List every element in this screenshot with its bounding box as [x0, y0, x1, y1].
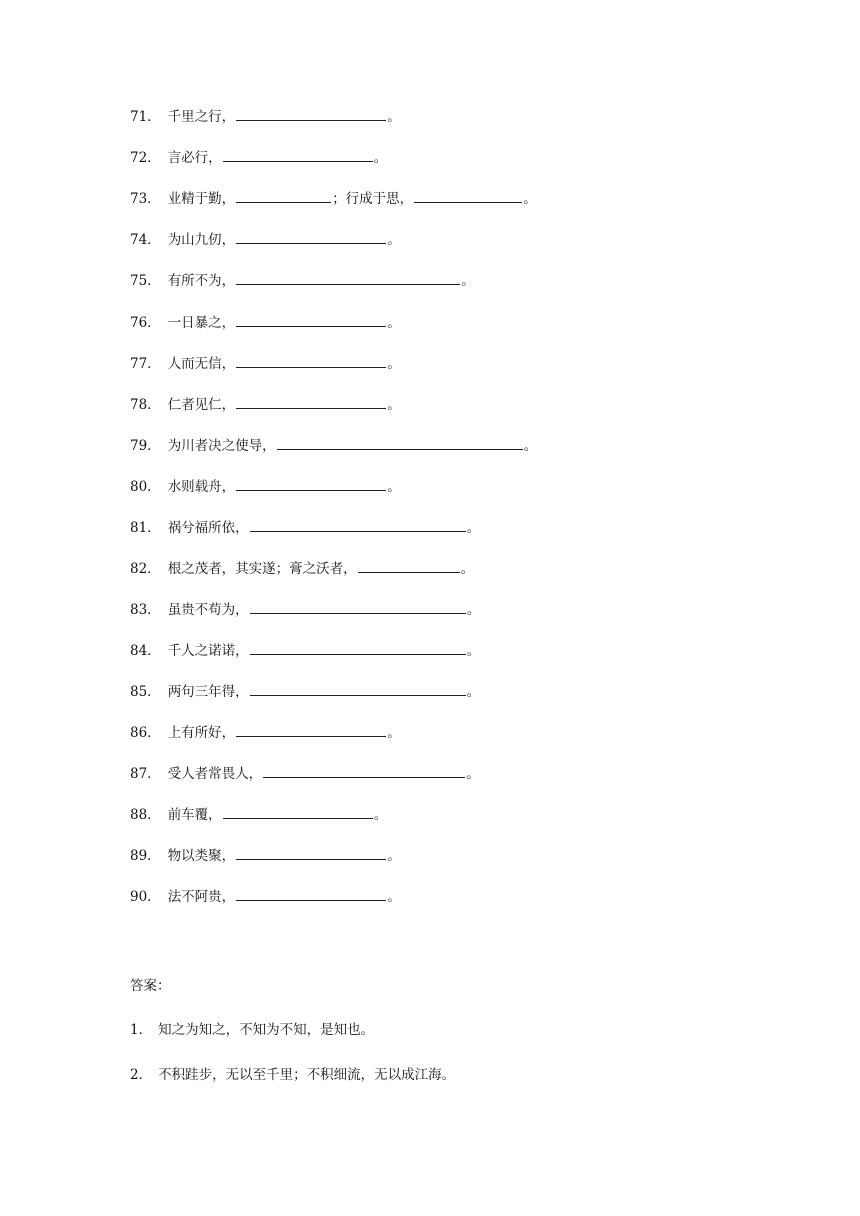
question-end: 。	[466, 643, 481, 659]
question-number: 80．	[130, 479, 161, 495]
question-75	[130, 270, 475, 292]
question-number: 79．	[130, 438, 161, 454]
question-85	[130, 681, 480, 703]
answer-blank[interactable]	[236, 232, 386, 244]
question-end: 。	[461, 273, 475, 289]
question-text: 根之茂者，其实遂；膏之沃者，	[167, 561, 357, 577]
question-number: 84．	[130, 643, 161, 659]
question-end: 。	[387, 889, 401, 905]
question-77	[130, 353, 401, 375]
question-80	[130, 476, 401, 498]
answer-2	[130, 1064, 455, 1086]
question-number: 71．	[130, 109, 161, 125]
question-text: 前车覆，	[167, 807, 222, 823]
question-end: 。	[373, 807, 388, 823]
answer-blank[interactable]	[236, 397, 386, 409]
question-end: 。	[466, 520, 481, 536]
question-end: 。	[466, 684, 481, 700]
question-end: 。	[387, 725, 401, 741]
answer-blank[interactable]	[223, 807, 373, 819]
question-end: 。	[387, 109, 401, 125]
question-number: 90．	[130, 889, 161, 905]
answer-blank-2[interactable]	[414, 191, 522, 203]
question-end: 。	[387, 232, 401, 248]
question-end: 。	[523, 438, 538, 454]
question-number: 89．	[130, 848, 161, 864]
question-81	[130, 517, 480, 539]
question-text: 业精于勤，	[167, 191, 236, 207]
question-number: 88．	[130, 807, 161, 823]
question-78	[130, 394, 401, 416]
question-number: 72．	[130, 150, 161, 166]
question-end: 。	[387, 397, 401, 413]
answer-blank[interactable]	[236, 273, 460, 285]
question-71	[130, 106, 401, 128]
answer-blank[interactable]	[236, 315, 386, 327]
question-87	[130, 763, 480, 785]
answer-blank[interactable]	[250, 602, 466, 614]
question-text: 千里之行，	[167, 109, 236, 125]
question-end: 。	[387, 479, 401, 495]
question-number: 75．	[130, 273, 161, 289]
question-84	[130, 640, 480, 662]
question-text: 祸兮福所依，	[167, 520, 249, 536]
question-number: 87．	[130, 766, 161, 782]
question-89	[130, 845, 401, 867]
question-end: 。	[387, 848, 401, 864]
question-76	[130, 312, 401, 334]
answer-blank[interactable]	[250, 520, 466, 532]
question-end: 。	[387, 315, 401, 331]
answer-text: 不积跬步，无以至千里；不积细流，无以成江海。	[158, 1067, 456, 1083]
answer-blank[interactable]	[250, 643, 466, 655]
question-72	[130, 147, 387, 169]
question-number: 83．	[130, 602, 161, 618]
answer-blank[interactable]	[236, 848, 386, 860]
question-text: 物以类聚，	[167, 848, 236, 864]
question-text: 千人之诺诺，	[167, 643, 249, 659]
question-text: 有所不为，	[167, 273, 236, 289]
question-86	[130, 722, 401, 744]
answer-text: 知之为知之，不知为不知，是知也。	[158, 1022, 375, 1038]
question-text: 虽贵不苟为，	[167, 602, 249, 618]
question-73	[130, 188, 537, 210]
question-text: 上有所好，	[167, 725, 236, 741]
question-number: 85．	[130, 684, 161, 700]
question-text: 两句三年得，	[167, 684, 249, 700]
question-79	[130, 435, 537, 457]
answer-blank[interactable]	[236, 191, 331, 203]
question-74	[130, 229, 401, 251]
question-90	[130, 886, 401, 908]
question-end: 。	[466, 766, 480, 782]
answer-blank[interactable]	[236, 109, 386, 121]
answer-blank[interactable]	[236, 479, 386, 491]
question-end: 。	[460, 561, 475, 577]
question-number: 82．	[130, 561, 161, 577]
question-text: 人而无信，	[167, 356, 236, 372]
question-88	[130, 804, 387, 826]
question-82	[130, 558, 474, 580]
question-text: 言必行，	[167, 150, 222, 166]
answer-blank[interactable]	[236, 889, 386, 901]
question-text: 为川者决之使导，	[167, 438, 276, 454]
answer-blank[interactable]	[358, 561, 460, 573]
answer-number: 2．	[130, 1067, 153, 1083]
question-83	[130, 599, 480, 621]
answer-blank[interactable]	[223, 150, 373, 162]
answers-heading: 答案：	[130, 978, 171, 994]
question-end: 。	[466, 602, 481, 618]
question-number: 81．	[130, 520, 161, 536]
question-number: 76．	[130, 315, 161, 331]
answer-1	[130, 1019, 374, 1041]
question-number: 78．	[130, 397, 161, 413]
question-end: 。	[373, 150, 388, 166]
question-number: 73．	[130, 191, 161, 207]
question-number: 77．	[130, 356, 161, 372]
question-text: 一日暴之，	[167, 315, 236, 331]
question-end: 。	[387, 356, 401, 372]
question-number: 74．	[130, 232, 161, 248]
answer-blank[interactable]	[236, 356, 386, 368]
answer-blank[interactable]	[236, 725, 386, 737]
answer-blank[interactable]	[263, 766, 465, 778]
question-text: 水则载舟，	[167, 479, 236, 495]
answer-blank[interactable]	[277, 438, 523, 450]
answer-number: 1．	[130, 1022, 153, 1038]
question-number: 86．	[130, 725, 161, 741]
question-text: 为山九仞，	[167, 232, 236, 248]
question-end: 。	[523, 191, 537, 207]
question-text: 法不阿贵，	[167, 889, 236, 905]
question-text: 受人者常畏人，	[167, 766, 263, 782]
question-text: 仁者见仁，	[167, 397, 236, 413]
question-mid: ；行成于思，	[332, 191, 414, 207]
answer-blank[interactable]	[250, 684, 466, 696]
